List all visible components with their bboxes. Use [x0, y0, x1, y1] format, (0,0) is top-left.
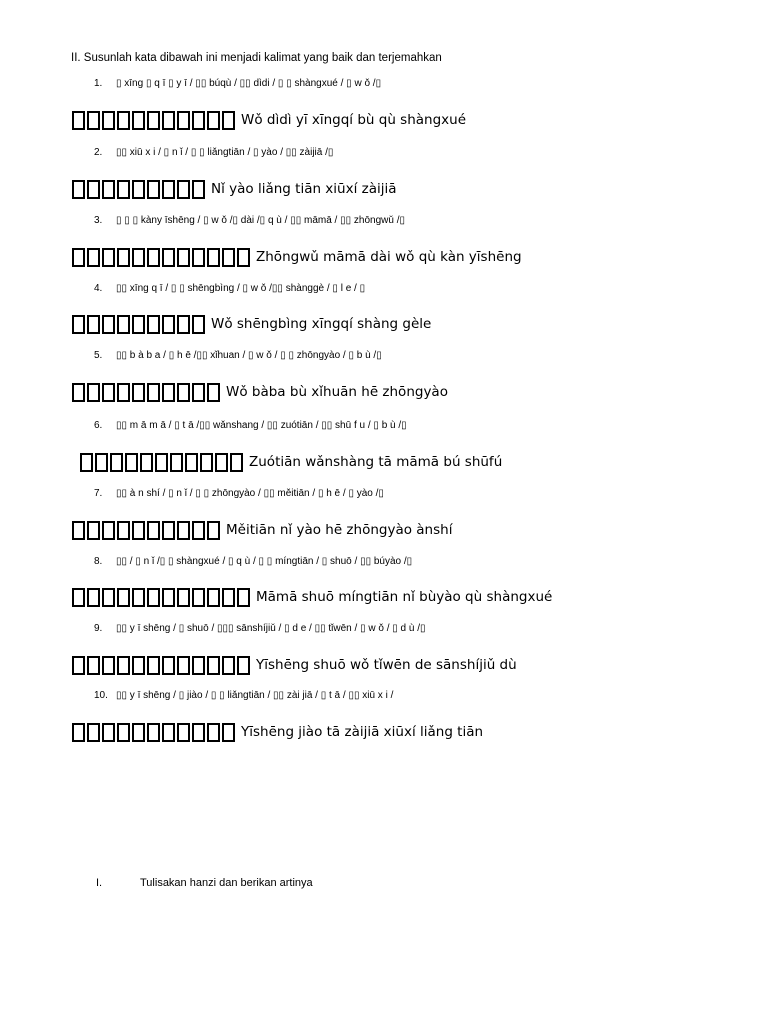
missing-glyph-box — [147, 723, 160, 742]
missing-glyph-box — [207, 521, 220, 540]
missing-glyph-box — [147, 111, 160, 130]
missing-glyph-box — [177, 521, 190, 540]
missing-glyph-box — [72, 180, 85, 199]
question-words: ▯▯ y ī shēng / ▯ shuō / ▯▯▯ sānshíjiǔ / ▯ d e / ▯▯ tǐwēn / ▯ w ǒ / ▯ d ù /▯ — [116, 623, 426, 634]
hanzi-placeholder-boxes — [72, 248, 250, 267]
missing-glyph-box — [192, 383, 205, 402]
missing-glyph-box — [132, 588, 145, 607]
question-prompt — [94, 215, 405, 226]
missing-glyph-box — [72, 315, 85, 334]
answer-line — [72, 518, 452, 542]
question-words: ▯ ▯ ▯ kàny īshēng / ▯ w ǒ /▯ dài /▯ q ù / ▯▯ māmā / ▯▯ zhōngwǔ /▯ — [116, 215, 405, 226]
missing-glyph-box — [177, 656, 190, 675]
missing-glyph-box — [87, 315, 100, 334]
missing-glyph-box — [72, 111, 85, 130]
missing-glyph-box — [162, 723, 175, 742]
missing-glyph-box — [192, 315, 205, 334]
hanzi-placeholder-boxes — [72, 521, 220, 540]
question-words: ▯▯ à n shí / ▯ n ǐ / ▯ ▯ zhōngyào / ▯▯ měitiān / ▯ h ē / ▯ yào /▯ — [116, 488, 384, 499]
missing-glyph-box — [192, 656, 205, 675]
answer-line — [72, 245, 522, 269]
missing-glyph-box — [102, 588, 115, 607]
missing-glyph-box — [185, 453, 198, 472]
missing-glyph-box — [117, 588, 130, 607]
missing-glyph-box — [132, 111, 145, 130]
missing-glyph-box — [192, 180, 205, 199]
missing-glyph-box — [87, 111, 100, 130]
answer-line — [72, 720, 483, 744]
missing-glyph-box — [102, 521, 115, 540]
missing-glyph-box — [162, 315, 175, 334]
hanzi-placeholder-boxes — [80, 453, 243, 472]
missing-glyph-box — [72, 383, 85, 402]
missing-glyph-box — [162, 656, 175, 675]
missing-glyph-box — [117, 180, 130, 199]
missing-glyph-box — [177, 180, 190, 199]
missing-glyph-box — [147, 180, 160, 199]
answer-line — [72, 108, 466, 132]
missing-glyph-box — [222, 656, 235, 675]
missing-glyph-box — [170, 453, 183, 472]
missing-glyph-box — [102, 248, 115, 267]
answer-line — [72, 585, 552, 609]
pinyin-answer: Wǒ bàba bù xǐhuān hē zhōngyào — [226, 384, 448, 400]
pinyin-answer: Wǒ dìdì yī xīngqí bù qù shàngxué — [241, 112, 467, 128]
missing-glyph-box — [95, 453, 108, 472]
missing-glyph-box — [147, 248, 160, 267]
missing-glyph-box — [102, 383, 115, 402]
answer-line — [80, 450, 502, 474]
missing-glyph-box — [87, 248, 100, 267]
question-number: 1. — [94, 78, 103, 89]
missing-glyph-box — [237, 588, 250, 607]
question-prompt — [94, 283, 365, 294]
missing-glyph-box — [132, 723, 145, 742]
missing-glyph-box — [192, 248, 205, 267]
hanzi-placeholder-boxes — [72, 315, 205, 334]
question-prompt — [94, 488, 384, 499]
question-words: ▯▯ xiū x i / ▯ n ǐ / ▯ ▯ liǎngtiān / ▯ yào / ▯▯ zàijiā /▯ — [116, 147, 334, 158]
missing-glyph-box — [192, 521, 205, 540]
question-number: 4. — [94, 283, 103, 294]
missing-glyph-box — [72, 656, 85, 675]
missing-glyph-box — [102, 656, 115, 675]
missing-glyph-box — [162, 180, 175, 199]
hanzi-placeholder-boxes — [72, 180, 205, 199]
missing-glyph-box — [72, 723, 85, 742]
missing-glyph-box — [140, 453, 153, 472]
missing-glyph-box — [162, 521, 175, 540]
pinyin-answer: Měitiān nǐ yào hē zhōngyào ànshí — [226, 522, 453, 538]
question-words: ▯▯ y ī shēng / ▯ jiào / ▯ ▯ liǎngtiān / ▯▯ zài jiā / ▯ t ā / ▯▯ xiū x i / — [116, 690, 394, 701]
hanzi-placeholder-boxes — [72, 383, 220, 402]
missing-glyph-box — [177, 248, 190, 267]
missing-glyph-box — [207, 588, 220, 607]
pinyin-answer: Yīshēng shuō wǒ tǐwēn de sānshíjiǔ dù — [256, 657, 517, 673]
missing-glyph-box — [87, 656, 100, 675]
missing-glyph-box — [117, 723, 130, 742]
missing-glyph-box — [147, 315, 160, 334]
question-words: ▯▯ xīng q ī / ▯ ▯ shēngbìng / ▯ w ǒ /▯▯ shànggè / ▯ l e / ▯ — [116, 283, 366, 294]
missing-glyph-box — [230, 453, 243, 472]
footer-instruction: Tulisakan hanzi dan berikan artinya — [140, 877, 313, 889]
hanzi-placeholder-boxes — [72, 723, 235, 742]
question-words: ▯▯ b à b a / ▯ h ē /▯▯ xǐhuan / ▯ w ǒ / ▯ ▯ zhōngyào / ▯ b ù /▯ — [116, 350, 382, 361]
missing-glyph-box — [222, 723, 235, 742]
missing-glyph-box — [117, 656, 130, 675]
pinyin-answer: Wǒ shēngbìng xīngqí shàng gèle — [211, 316, 432, 332]
question-number: 5. — [94, 350, 103, 361]
missing-glyph-box — [155, 453, 168, 472]
missing-glyph-box — [215, 453, 228, 472]
missing-glyph-box — [177, 111, 190, 130]
missing-glyph-box — [80, 453, 93, 472]
missing-glyph-box — [192, 723, 205, 742]
missing-glyph-box — [147, 521, 160, 540]
missing-glyph-box — [207, 656, 220, 675]
missing-glyph-box — [72, 248, 85, 267]
missing-glyph-box — [207, 383, 220, 402]
missing-glyph-box — [72, 588, 85, 607]
missing-glyph-box — [177, 588, 190, 607]
missing-glyph-box — [102, 180, 115, 199]
missing-glyph-box — [87, 180, 100, 199]
missing-glyph-box — [132, 656, 145, 675]
missing-glyph-box — [117, 315, 130, 334]
missing-glyph-box — [117, 111, 130, 130]
hanzi-placeholder-boxes — [72, 656, 250, 675]
missing-glyph-box — [177, 723, 190, 742]
missing-glyph-box — [222, 588, 235, 607]
missing-glyph-box — [102, 315, 115, 334]
question-prompt — [94, 623, 426, 634]
question-number: 7. — [94, 488, 103, 499]
missing-glyph-box — [117, 383, 130, 402]
missing-glyph-box — [117, 248, 130, 267]
missing-glyph-box — [87, 723, 100, 742]
missing-glyph-box — [125, 453, 138, 472]
question-number: 6. — [94, 420, 103, 431]
missing-glyph-box — [72, 521, 85, 540]
missing-glyph-box — [192, 111, 205, 130]
question-words: ▯▯ m ā m ā / ▯ t ā /▯▯ wǎnshang / ▯▯ zuótiān / ▯▯ shū f u / ▯ b ù /▯ — [116, 420, 407, 431]
missing-glyph-box — [162, 588, 175, 607]
missing-glyph-box — [132, 180, 145, 199]
missing-glyph-box — [87, 383, 100, 402]
missing-glyph-box — [132, 521, 145, 540]
pinyin-answer: Zhōngwǔ māmā dài wǒ qù kàn yīshēng — [256, 249, 522, 265]
missing-glyph-box — [162, 248, 175, 267]
missing-glyph-box — [222, 111, 235, 130]
missing-glyph-box — [132, 315, 145, 334]
missing-glyph-box — [132, 248, 145, 267]
missing-glyph-box — [102, 723, 115, 742]
missing-glyph-box — [222, 248, 235, 267]
question-prompt — [94, 420, 407, 431]
missing-glyph-box — [162, 111, 175, 130]
answer-line — [72, 177, 397, 201]
missing-glyph-box — [117, 521, 130, 540]
missing-glyph-box — [87, 521, 100, 540]
question-prompt — [94, 147, 333, 158]
answer-line — [72, 312, 431, 336]
question-prompt — [94, 690, 393, 701]
hanzi-placeholder-boxes — [72, 588, 250, 607]
missing-glyph-box — [207, 723, 220, 742]
answer-line — [72, 653, 517, 677]
footer-numeral: I. — [96, 877, 103, 889]
pinyin-answer: Māmā shuō míngtiān nǐ bùyào qù shàngxué — [256, 589, 553, 605]
missing-glyph-box — [147, 588, 160, 607]
question-prompt — [94, 556, 412, 567]
missing-glyph-box — [102, 111, 115, 130]
missing-glyph-box — [200, 453, 213, 472]
missing-glyph-box — [207, 111, 220, 130]
hanzi-placeholder-boxes — [72, 111, 235, 130]
section-heading: II. Susunlah kata dibawah ini menjadi kalimat yang baik dan terjemahkan — [71, 52, 442, 64]
question-number: 3. — [94, 215, 103, 226]
pinyin-answer: Nǐ yào liǎng tiān xiūxí zàijiā — [211, 181, 397, 197]
question-number: 9. — [94, 623, 103, 634]
missing-glyph-box — [162, 383, 175, 402]
question-words: ▯ xīng ▯ q ī ▯ y ī / ▯▯ búqù / ▯▯ dìdi / ▯ ▯ shàngxué / ▯ w ǒ /▯ — [116, 78, 382, 89]
question-number: 8. — [94, 556, 103, 567]
missing-glyph-box — [132, 383, 145, 402]
pinyin-answer: Zuótiān wǎnshàng tā māmā bú shūfú — [249, 454, 503, 470]
missing-glyph-box — [192, 588, 205, 607]
missing-glyph-box — [87, 588, 100, 607]
question-prompt — [94, 78, 381, 89]
answer-line — [72, 380, 448, 404]
question-number: 10. — [94, 690, 108, 701]
missing-glyph-box — [147, 383, 160, 402]
missing-glyph-box — [237, 248, 250, 267]
question-prompt — [94, 350, 382, 361]
missing-glyph-box — [177, 383, 190, 402]
missing-glyph-box — [177, 315, 190, 334]
missing-glyph-box — [147, 656, 160, 675]
missing-glyph-box — [237, 656, 250, 675]
question-words: ▯▯ / ▯ n ǐ /▯ ▯ shàngxué / ▯ q ù / ▯ ▯ míngtiān / ▯ shuō / ▯▯ búyào /▯ — [116, 556, 413, 567]
missing-glyph-box — [110, 453, 123, 472]
missing-glyph-box — [207, 248, 220, 267]
question-number: 2. — [94, 147, 103, 158]
pinyin-answer: Yīshēng jiào tā zàijiā xiūxí liǎng tiān — [241, 724, 484, 740]
